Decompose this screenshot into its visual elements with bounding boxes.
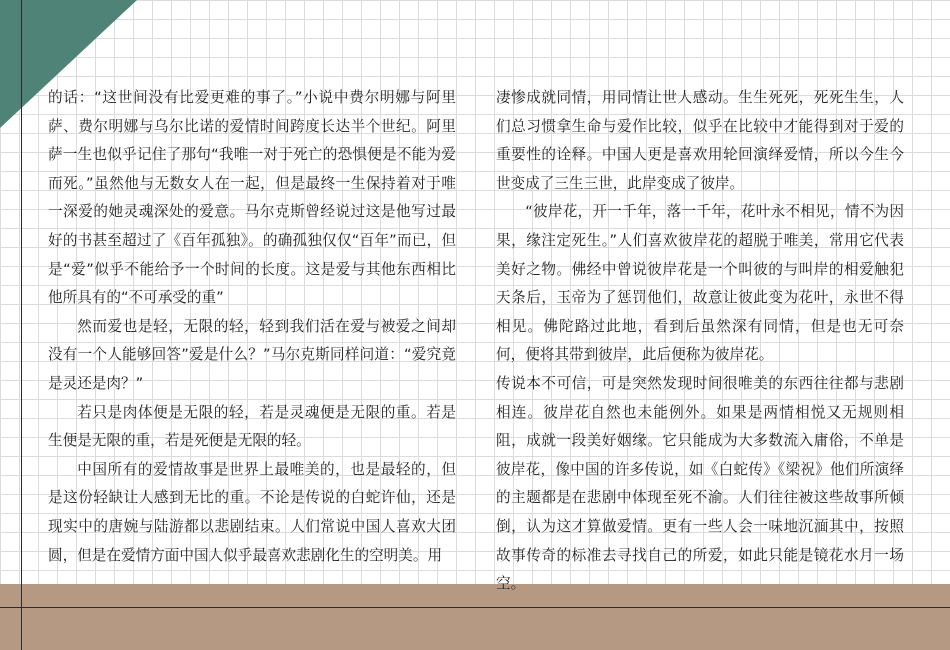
left-paragraph-3: 若只是肉体便是无限的轻，若是灵魂便是无限的重。若是生便是无限的重，若是死便是无限的轻。	[48, 403, 456, 450]
right-text-column	[496, 84, 904, 599]
right-paragraph-1: 凄惨成就同情，用同情让世人感动。生生死死，死死生生，人们总习惯拿生命与爱作比较，似乎在比较中才能得到对于爱的重要性的诠释。中国人更是喜欢用轮回演绎爱情，所以今生今世变成了三生三世，此岸变成了彼岸。	[496, 89, 904, 192]
left-text-column	[48, 84, 456, 570]
horizontal-rule	[0, 607, 950, 608]
right-paragraph-2: “彼岸花，开一千年，落一千年，花叶永不相见，情不为因果，缘注定死生。”人们喜欢彼岸花的超脱于唯美，常用它代表美好之物。佛经中曾说彼岸花是一个叫彼的与叫岸的相爱触犯天条后，玉帝为了惩罚他们，故意让彼此变为花叶，永世不得相见。佛陀路过此地，看到后虽然深有同情，但是也无可奈何，便将其带到彼岸，此后便称为彼岸花。	[496, 203, 904, 364]
vertical-rule	[21, 0, 22, 650]
left-paragraph-4: 中国所有的爱情故事是世界上最唯美的，也是最轻的，但是这份轻缺让人感到无比的重。不论是传说的白蛇许仙，还是现实中的唐婉与陆游都以悲剧结束。人们常说中国人喜欢大团圆，但是在爱情方面中国人似乎最喜欢悲剧化生的空明美。用	[48, 460, 456, 564]
left-paragraph-1: 的话：“这世间没有比爱更难的事了。”小说中费尔明娜与阿里萨、费尔明娜与乌尔比诺的爱情时间跨度长达半个世纪。阿里萨一生也似乎记住了那句“我唯一对于死亡的恐惧便是不能为爱而死。”虽然他与无数女人在一起，但是最终一生保持着对于唯一深爱的她灵魂深处的爱意。马尔克斯曾经说过这是他写过最好的书甚至超过了《百年孤独》。的确孤独仅仅“百年”而已，但是“爱”似乎不能给予一个时间的长度。这是爱与其他东西相比他所具有的“不可承受的重”	[48, 89, 456, 307]
right-paragraph-3: 传说本不可信，可是突然发现时间很唯美的东西往往都与悲剧相连。彼岸花自然也未能例外。如果是两情相悦又无规则相阻，成就一段美好姻缘。它只能成为大多数流入庸俗，不单是彼岸花，像中国的许多传说，如《白蛇传》《梁祝》他们所演绎的主题都是在悲剧中体现至死不渝。人们往往被这些故事所倾倒，认为这才算做爱情。更有一些人会一味地沉湎其中，按照故事传奇的标准去寻找自己的所爱，如此只能是镜花水月一场空。	[496, 374, 904, 593]
left-paragraph-2: 然而爱也是轻，无限的轻，轻到我们活在爱与被爱之间却没有一个人能够回答”爱是什么？”马尔克斯同样问道：“爱究竟是灵还是肉？”	[48, 317, 456, 392]
